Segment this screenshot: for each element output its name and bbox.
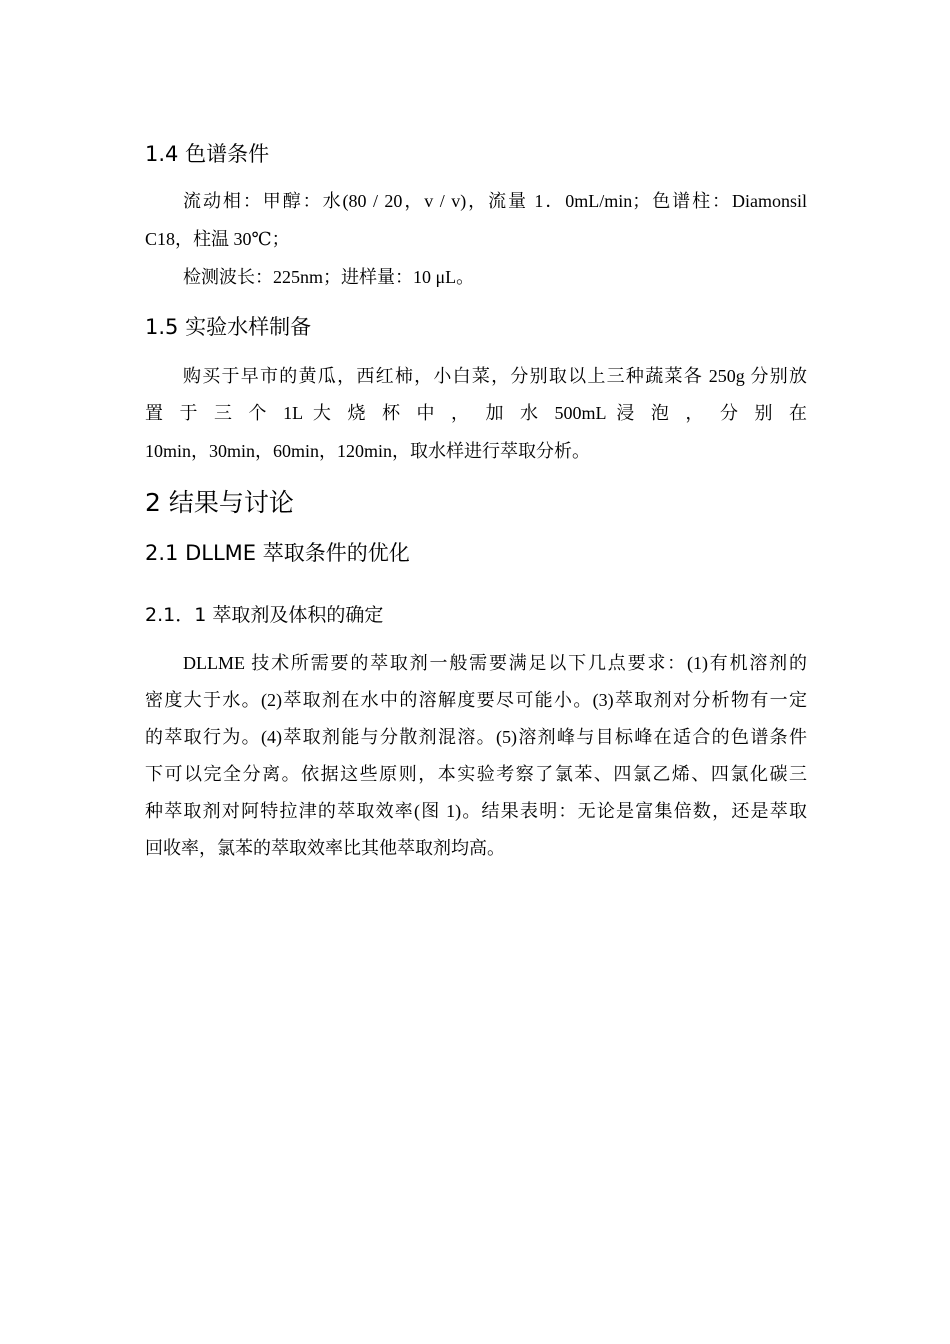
paragraph-line: C18，柱温 30℃；	[145, 229, 290, 249]
paragraph-line: 置 于 三 个 1L 大 烧 杯 中 ， 加 水 500mL 浸 泡 ， 分 别 在	[145, 403, 807, 423]
paragraph-line: 密度大于水。(2)萃取剂在水中的溶解度要尽可能小。(3)萃取剂对分析物有一定	[145, 690, 807, 710]
paragraph-line: 种萃取剂对阿特拉津的萃取效率(图 1)。结果表明：无论是富集倍数，还是萃取	[145, 801, 807, 821]
paragraph-line: 10min，30min，60min，120min，取水样进行萃取分析。	[145, 441, 591, 461]
paragraph-line: 流动相：甲醇：水(80 / 20，v / v)，流量 1．0mL/min；色谱柱：Diamonsil	[183, 191, 807, 211]
heading-2: 2 结果与讨论	[145, 488, 294, 517]
heading-1-5: 1.5 实验水样制备	[145, 315, 312, 339]
heading-2-1: 2.1 DLLME 萃取条件的优化	[145, 541, 410, 565]
paragraph-line: 购买于早市的黄瓜，西红柿，小白菜，分别取以上三种蔬菜各 250g 分别放	[183, 366, 807, 386]
paragraph-line: 的萃取行为。(4)萃取剂能与分散剂混溶。(5)溶剂峰与目标峰在适合的色谱条件	[145, 727, 807, 747]
paragraph-line: 回收率，氯苯的萃取效率比其他萃取剂均高。	[145, 838, 505, 858]
heading-1-4: 1.4 色谱条件	[145, 142, 270, 166]
paragraph-line: 下可以完全分离。依据这些原则，本实验考察了氯苯、四氯乙烯、四氯化碳三	[145, 764, 807, 784]
paragraph-line: DLLME 技术所需要的萃取剂一般需要满足以下几点要求：(1)有机溶剂的	[183, 653, 807, 673]
paragraph-line: 检测波长：225nm；进样量：10 μL。	[183, 267, 475, 287]
heading-2-1-1: 2.1．1 萃取剂及体积的确定	[145, 604, 384, 626]
